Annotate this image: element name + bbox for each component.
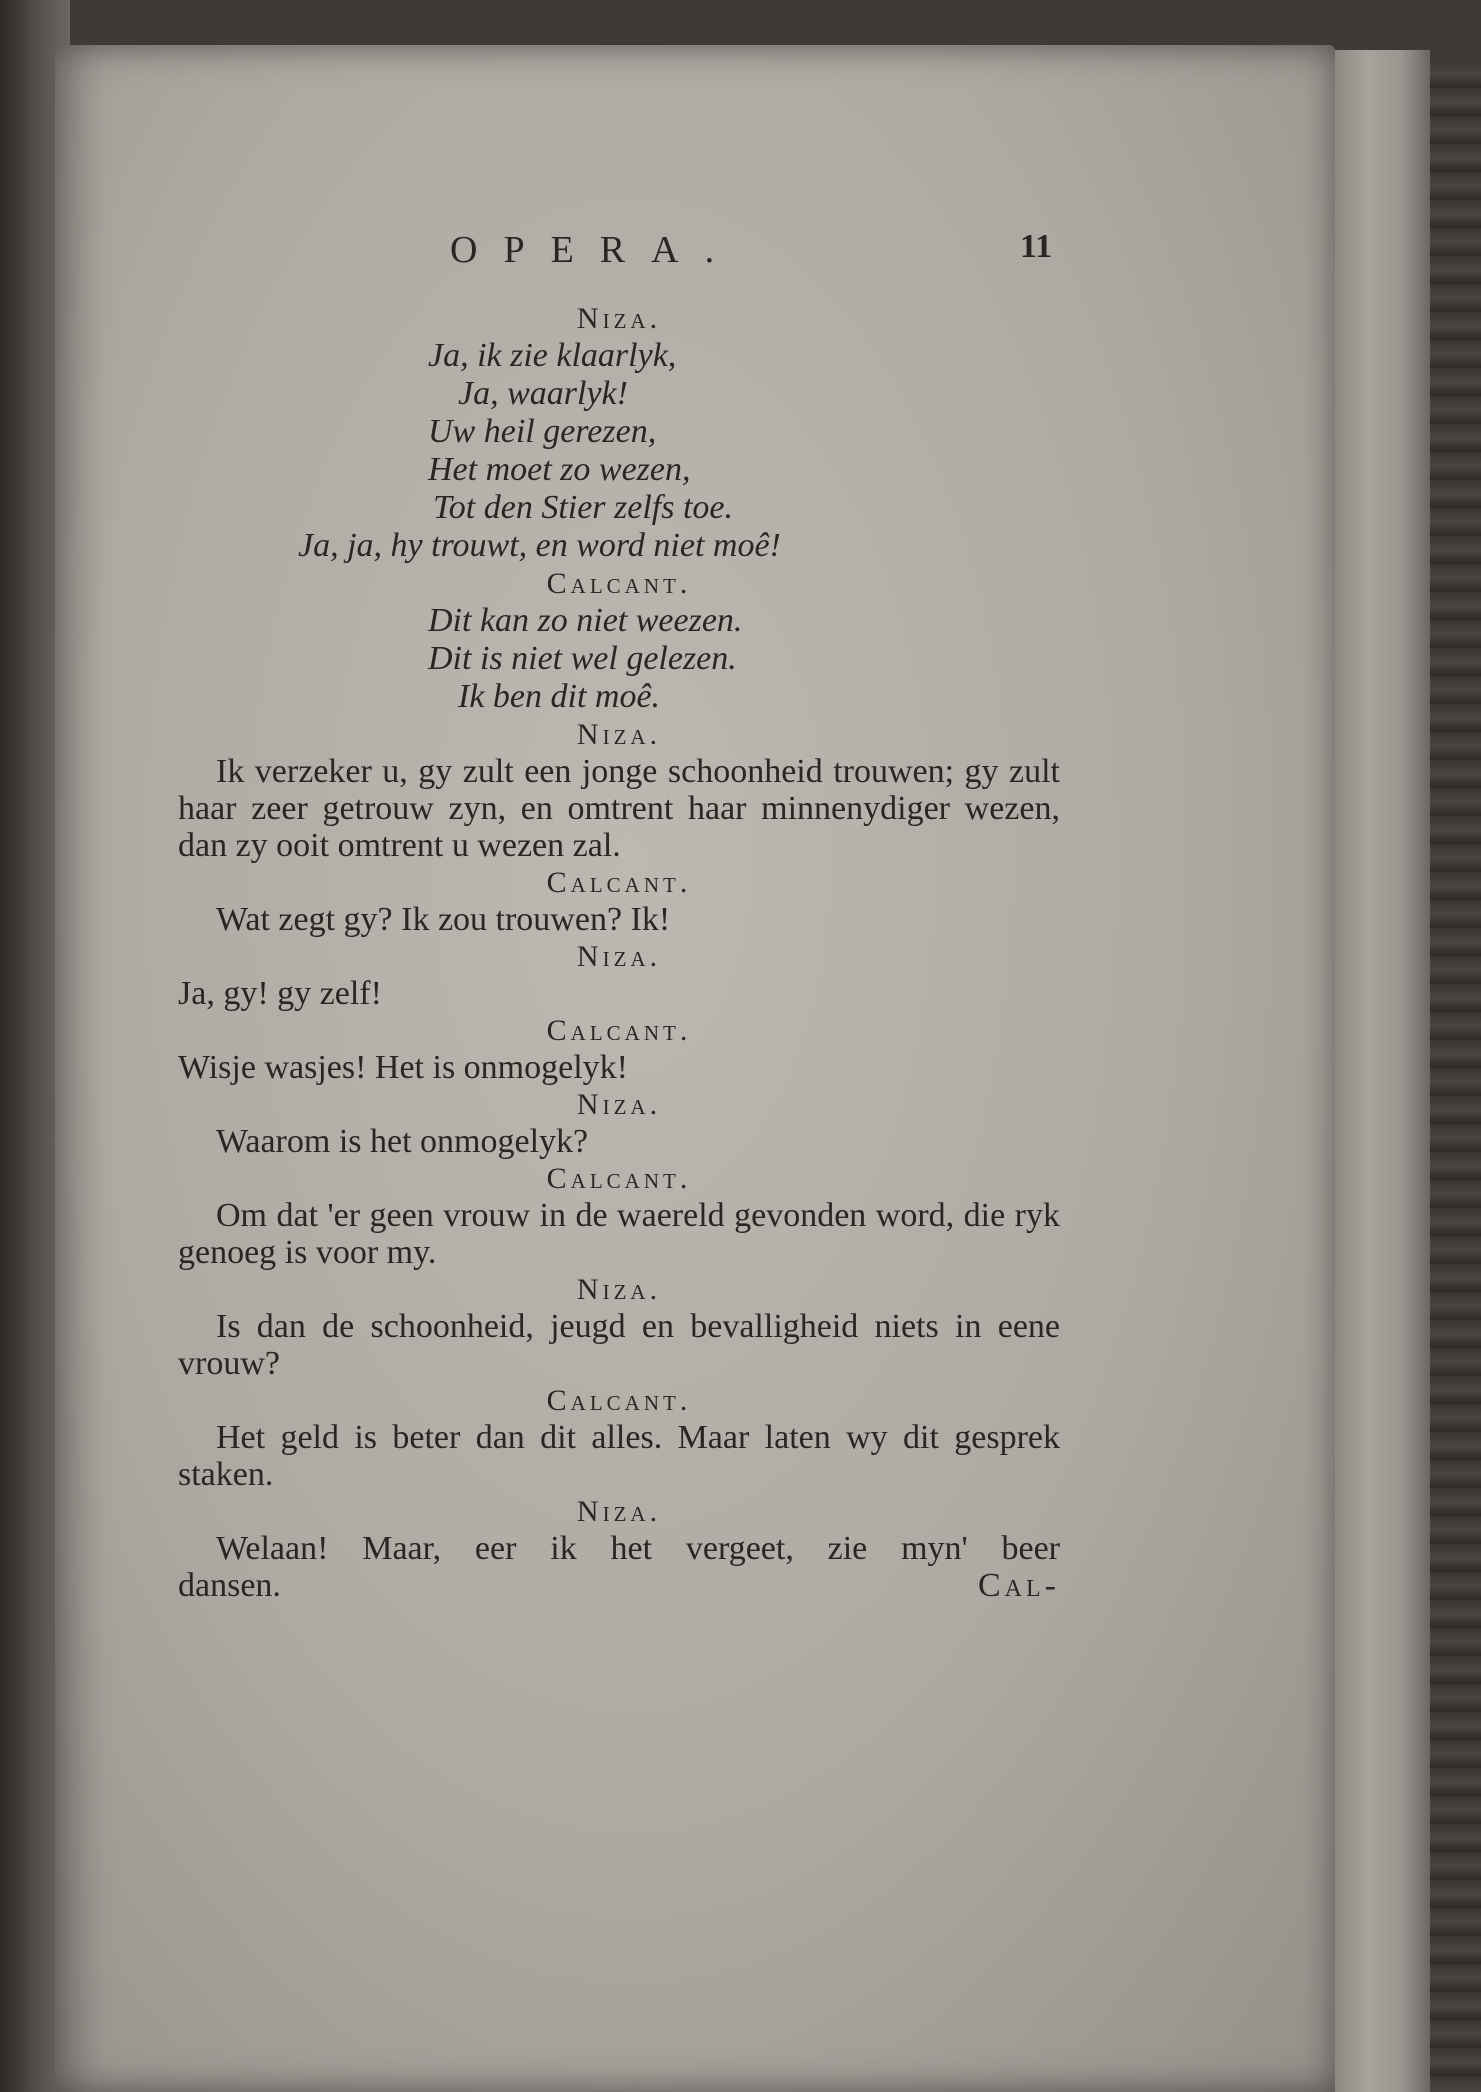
dialogue-text: Welaan! Maar, eer ik het vergeet, zie myn' beer: [216, 1530, 1060, 1567]
speaker-name: Niza.: [576, 718, 662, 751]
dialogue-text: Wisje wasjes! Het is onmogelyk!: [178, 1049, 628, 1086]
speaker-name: Calcant.: [546, 1384, 692, 1417]
dialogue-text: Wat zegt gy? Ik zou trouwen? Ik!: [216, 901, 671, 938]
page-number: 11: [1020, 228, 1053, 265]
dialogue-text: Ja, gy! gy zelf!: [178, 975, 382, 1012]
dialogue-text: Is dan de schoonheid, jeugd en bevalligheid niets in eene vrouw?: [178, 1308, 1060, 1382]
binding-edge: [1430, 60, 1481, 2092]
verse-line: Ja, ik zie klaarlyk,: [428, 337, 677, 374]
final-line: [178, 1567, 1060, 1604]
speaker-name: Calcant.: [546, 1014, 692, 1047]
dialogue-text: Het geld is beter dan dit alles. Maar laten wy dit gesprek staken.: [178, 1419, 1060, 1493]
verse-line: Tot den Stier zelfs toe.: [433, 489, 734, 526]
dialogue-text: Waarom is het onmogelyk?: [216, 1123, 589, 1160]
verse-line: Ik ben dit moê.: [458, 678, 661, 715]
running-head: OPERA.: [450, 229, 741, 271]
verse-line: Ja, waarlyk!: [458, 375, 628, 412]
dialogue-text: Om dat 'er geen vrouw in de waereld gevonden word, die ryk genoeg is voor my.: [178, 1197, 1060, 1271]
speaker-name: Niza.: [576, 302, 662, 335]
catchword: Cal-: [978, 1567, 1060, 1604]
speaker-name: Niza.: [576, 1088, 662, 1121]
speaker-name: Niza.: [576, 1495, 662, 1528]
page-text: [178, 300, 1060, 1604]
dialogue-text: dansen.: [178, 1567, 281, 1604]
page-fore-edge: [1335, 50, 1430, 2092]
speaker-name: Calcant.: [546, 567, 692, 600]
verse-line: Uw heil gerezen,: [428, 413, 657, 450]
dialogue-text: Ik verzeker u, gy zult een jonge schoonheid trouwen; gy zult haar zeer getrouw zyn, en omtrent haar minnenydiger wezen, dan zy ooit omtrent u wezen zal.: [178, 753, 1060, 864]
speaker-name: Niza.: [576, 1273, 662, 1306]
verse-line: Het moet zo wezen,: [428, 451, 691, 488]
speaker-name: Calcant.: [546, 866, 692, 899]
verse-line: Dit kan zo niet weezen.: [428, 602, 743, 639]
verse-line: Ja, ja, hy trouwt, en word niet moê!: [298, 527, 781, 564]
speaker-name: Calcant.: [546, 1162, 692, 1195]
verse-line: Dit is niet wel gelezen.: [428, 640, 737, 677]
speaker-name: Niza.: [576, 940, 662, 973]
